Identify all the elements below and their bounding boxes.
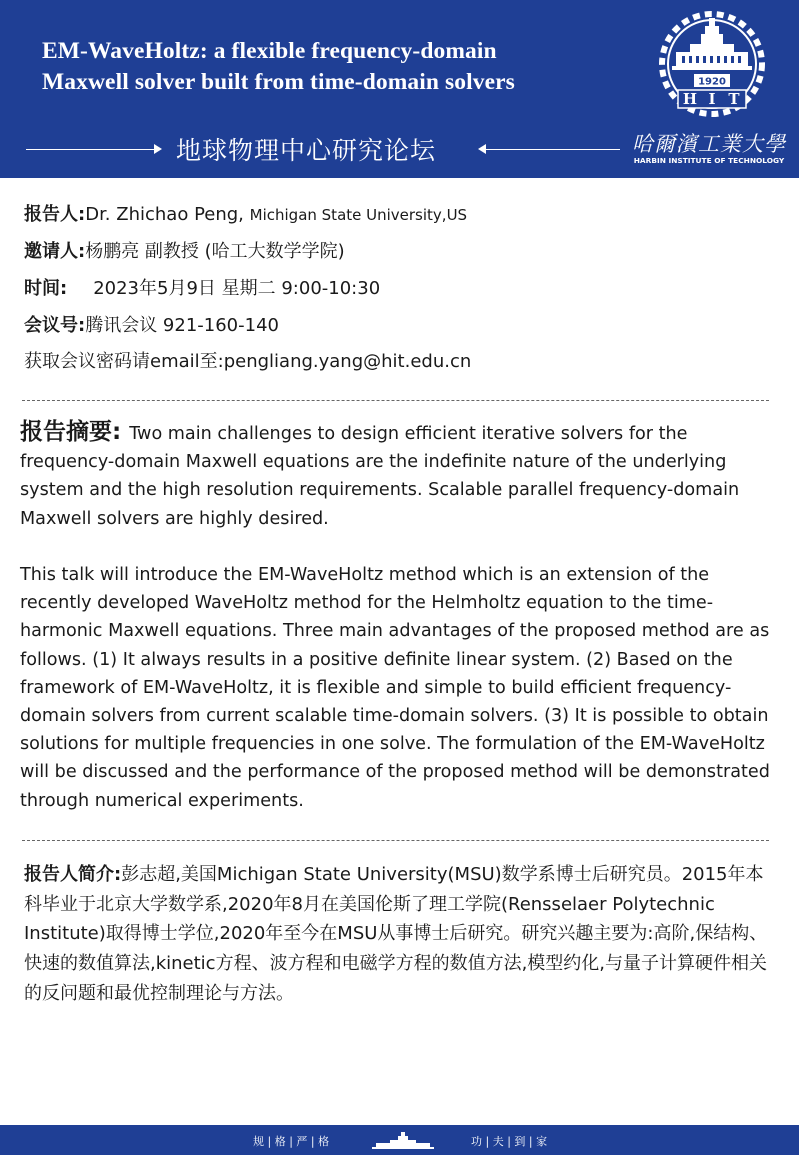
email-row xyxy=(24,347,471,373)
logo-year: 1920 xyxy=(698,76,726,88)
inviter-row xyxy=(24,237,345,263)
reporter-affiliation: Michigan State University,US xyxy=(249,206,468,224)
university-name-cn: 哈爾濱工業大學 xyxy=(632,132,786,156)
meeting-row xyxy=(24,311,279,337)
inviter-value: 杨鹏亮 副教授 (哈工大数学学院) xyxy=(85,241,345,262)
forum-divider-left xyxy=(26,149,154,150)
hit-emblem-logo xyxy=(648,8,776,124)
dashed-divider-top xyxy=(22,400,769,401)
university-name-en: HARBIN INSTITUTE OF TECHNOLOGY xyxy=(633,156,785,165)
header-banner xyxy=(0,0,799,178)
footer-building-icon xyxy=(372,1130,434,1150)
talk-title-line-1: EM-WaveHoltz: a flexible frequency-domain xyxy=(42,38,497,64)
reporter-row xyxy=(24,200,467,226)
abstract-text-1: Two main challenges to design efficient iterative solvers for the frequency-domain Maxwell equations are the indefinite nature of the underlying system and the high resolution requirements. Scalable parallel frequency-domain Maxwell solvers are highly desired. xyxy=(20,424,740,529)
time-row xyxy=(24,274,380,300)
inviter-label: 邀请人: xyxy=(24,241,86,262)
forum-title: 地球物理中心研究论坛 xyxy=(176,136,437,165)
logo-letter-i: I xyxy=(708,90,716,108)
motto-left: 规 | 格 | 严 | 格 xyxy=(253,1135,330,1148)
abstract-label: 报告摘要: xyxy=(20,419,130,445)
forum-arrow-right-icon xyxy=(478,144,486,154)
logo-letter-t: T xyxy=(728,90,740,108)
reporter-name: Dr. Zhichao Peng, xyxy=(85,204,250,225)
abstract-section xyxy=(20,418,782,815)
reporter-label: 报告人: xyxy=(24,204,86,225)
abstract-paragraph-2: This talk will introduce the EM-WaveHoltz method which is an extension of the recently developed WaveHoltz method for the Helmholtz equation to the time-harmonic Maxwell equations. Three main advantages of the proposed method are as follows. (1) It always results in a positive definite linear system. (2) Based on the framework of EM-WaveHoltz, it is flexible and simple to build efficient frequency-domain solvers from current scalable time-domain solvers. (3) It is possible to obtain solutions for multiple frequencies in one solve. The formulation of the EM-WaveHoltz will be discussed and the performance of the proposed method will be demonstrated through numerical experiments. xyxy=(20,565,770,811)
meeting-value: 腾讯会议 921-160-140 xyxy=(85,315,279,336)
bio-text: 彭志超,美国Michigan State University(MSU)数学系博士后研究员。2015年本科毕业于北京大学数学系,2020年8月在美国伦斯了理工学院(Rensselaer Polytechnic Institute)取得博士学位,2020年至今在MSU从事博士后研究。研究兴趣主要为:高阶,保结构、快速的数值算法,kinetic方程、波方程和电磁学方程的数值方法,模型约化,与量子计算硬件相关的反问题和最优控制理论与方法。 xyxy=(24,864,768,1004)
dashed-divider-bottom xyxy=(22,840,769,841)
footer-banner xyxy=(0,1125,799,1155)
email-text: 获取会议密码请email至:pengliang.yang@hit.edu.cn xyxy=(24,351,472,372)
meeting-label: 会议号: xyxy=(24,315,86,336)
abstract-paragraph-1 xyxy=(20,418,782,533)
logo-letter-h: H xyxy=(682,90,698,108)
talk-title-line-2: Maxwell solver built from time-domain solvers xyxy=(42,69,515,95)
forum-arrow-left-icon xyxy=(154,144,162,154)
time-value: 2023年5月9日 星期二 9:00-10:30 xyxy=(93,278,381,299)
time-label: 时间: xyxy=(24,278,68,299)
motto-right: 功 | 夫 | 到 | 家 xyxy=(471,1135,548,1148)
forum-divider-right xyxy=(486,149,620,150)
speaker-bio-section xyxy=(24,860,776,1009)
bio-label: 报告人简介: xyxy=(24,864,122,885)
